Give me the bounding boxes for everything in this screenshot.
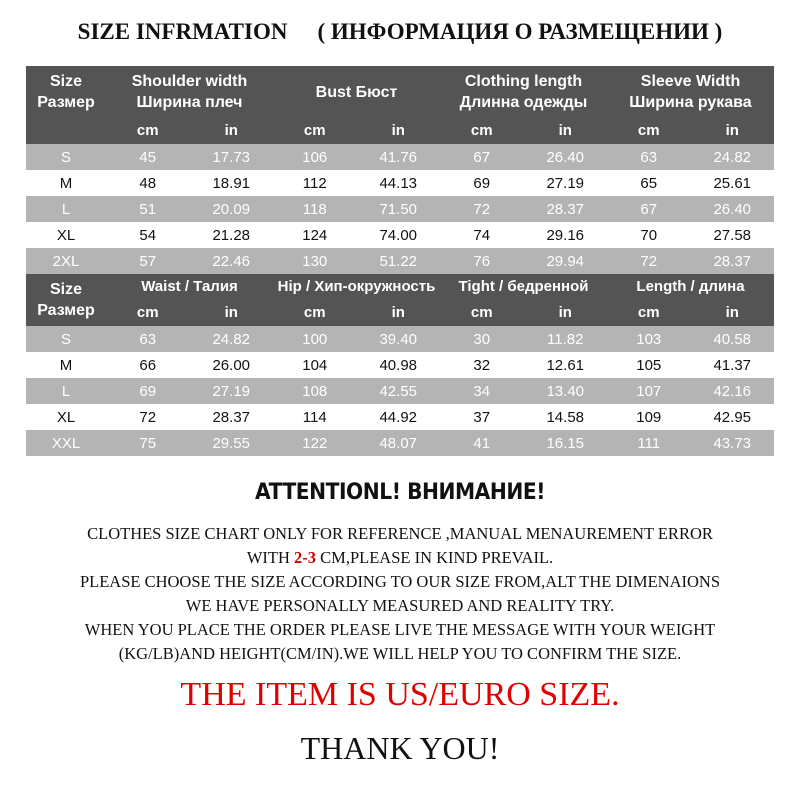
unit-label: cm xyxy=(470,122,493,139)
unit-label: cm xyxy=(470,304,493,321)
unit-label: cm xyxy=(303,304,326,321)
table-row xyxy=(26,144,774,170)
measurement-cell: 17.73 xyxy=(212,148,251,166)
measurement-cell: 108 xyxy=(302,382,328,400)
table-row xyxy=(26,222,774,248)
table1-header xyxy=(26,66,774,118)
table2-header xyxy=(26,274,774,326)
measurement-cell: 109 xyxy=(636,408,662,426)
measurement-cell: 112 xyxy=(302,174,327,192)
group-header-waist: Waist / Талия cm in xyxy=(106,274,273,326)
measurement-cell: 26.00 xyxy=(212,356,251,374)
measurement-cell: 70 xyxy=(640,226,658,244)
table-row xyxy=(26,326,774,352)
unit-label: in xyxy=(725,122,739,139)
measurement-cell: 43.73 xyxy=(713,434,752,452)
measurement-cell: 107 xyxy=(636,382,662,400)
group-header-hip: Hip / Хип-окружность cm in xyxy=(273,274,440,326)
unit-label: in xyxy=(558,304,572,321)
measurement-cell: 118 xyxy=(302,200,327,218)
measurement-cell: 29.55 xyxy=(212,434,251,452)
title-english: SIZE INFRMATION xyxy=(77,19,288,44)
measurement-cell: 51.22 xyxy=(379,252,418,270)
measurement-cell: 12.61 xyxy=(546,356,585,374)
measurement-cell: 72 xyxy=(640,252,658,270)
size-cell: M xyxy=(59,174,73,192)
measurement-cell: 42.16 xyxy=(713,382,752,400)
measurement-cell: 26.40 xyxy=(546,148,585,166)
measurement-cell: 105 xyxy=(636,356,662,374)
measurement-cell: 13.40 xyxy=(546,382,585,400)
measurement-cell: 63 xyxy=(139,330,157,348)
group-header-tight: Tight / бедренной cm in xyxy=(440,274,607,326)
measurement-cell: 100 xyxy=(302,330,328,348)
measurement-cell: 103 xyxy=(636,330,662,348)
measurement-cell: 69 xyxy=(139,382,157,400)
unit-label: cm xyxy=(303,122,326,139)
table-row xyxy=(26,430,774,456)
measurement-cell: 40.58 xyxy=(713,330,752,348)
measurement-cell: 28.37 xyxy=(546,200,585,218)
measurement-cell: 32 xyxy=(473,356,491,374)
measurement-cell: 71.50 xyxy=(379,200,418,218)
measurement-cell: 37 xyxy=(473,408,491,426)
measurement-cell: 67 xyxy=(640,200,658,218)
table-row xyxy=(26,378,774,404)
measurement-cell: 72 xyxy=(139,408,157,426)
title-russian: ( ИНФОРМАЦИЯ О РАЗМЕЩЕНИИ ) xyxy=(317,19,723,44)
size-cell: M xyxy=(59,356,73,374)
note-line: WHEN YOU PLACE THE ORDER PLEASE LIVE THE MESSAGE WITH YOUR WEIGHT xyxy=(84,620,716,639)
measurement-cell: 111 xyxy=(637,434,661,452)
group-header-sleeve: Sleeve Width Ширина рукава xyxy=(629,73,752,111)
measurement-cell: 16.15 xyxy=(546,434,585,452)
size-cell: S xyxy=(60,330,71,348)
measurement-cell: 41.76 xyxy=(379,148,418,166)
measurement-cell: 44.13 xyxy=(379,174,418,192)
measurement-cell: 48.07 xyxy=(379,434,418,452)
measurement-cell: 28.37 xyxy=(713,252,752,270)
measurement-cell: 67 xyxy=(473,148,491,166)
table1-units-row xyxy=(26,118,774,144)
measurement-cell: 40.98 xyxy=(379,356,418,374)
measurement-cell: 24.82 xyxy=(713,148,752,166)
table-row xyxy=(26,170,774,196)
measurement-cell: 72 xyxy=(473,200,491,218)
table-row xyxy=(26,352,774,378)
unit-label: in xyxy=(224,304,238,321)
size-column-header: Size Размер xyxy=(37,281,95,319)
size-cell: XXL xyxy=(51,434,81,452)
measurement-cell: 122 xyxy=(302,434,328,452)
size-column-header: Size Размер xyxy=(37,73,95,111)
measurement-cell: 21.28 xyxy=(212,226,251,244)
measurement-cell: 48 xyxy=(139,174,157,192)
measurement-cell: 42.95 xyxy=(713,408,752,426)
measurement-cell: 69 xyxy=(473,174,491,192)
measurement-cell: 65 xyxy=(640,174,658,192)
note-line: WITH 2-3 CM,PLEASE IN KIND PREVAIL. xyxy=(246,548,554,567)
page-title xyxy=(0,14,800,50)
measurement-cell: 42.55 xyxy=(379,382,418,400)
table-row xyxy=(26,248,774,274)
error-range: 2-3 xyxy=(294,548,317,567)
measurement-cell: 24.82 xyxy=(212,330,251,348)
size-cell: XL xyxy=(56,226,76,244)
measurement-cell: 25.61 xyxy=(713,174,752,192)
measurement-cell: 130 xyxy=(302,252,328,270)
measurement-cell: 29.94 xyxy=(546,252,585,270)
measurement-cell: 14.58 xyxy=(546,408,585,426)
measurement-cell: 63 xyxy=(640,148,658,166)
measurement-cell: 27.19 xyxy=(546,174,585,192)
attention-heading: ATTENTIONL! ВНИМАНИЕ! xyxy=(254,480,545,505)
thank-you: THANK YOU! xyxy=(300,730,500,766)
measurement-cell: 22.46 xyxy=(212,252,251,270)
measurement-cell: 44.92 xyxy=(379,408,418,426)
group-header-shoulder: Shoulder width Ширина плеч xyxy=(131,73,248,111)
size-notes xyxy=(0,522,800,666)
measurement-cell: 27.19 xyxy=(212,382,251,400)
note-line: PLEASE CHOOSE THE SIZE ACCORDING TO OUR SIZE FROM,ALT THE DIMENAIONS xyxy=(79,572,721,591)
measurement-cell: 29.16 xyxy=(546,226,585,244)
measurement-cell: 124 xyxy=(302,226,328,244)
measurement-cell: 34 xyxy=(473,382,491,400)
group-header-length: Length / длина cm in xyxy=(607,274,774,326)
measurement-cell: 39.40 xyxy=(379,330,418,348)
measurement-cell: 106 xyxy=(302,148,328,166)
measurement-cell: 66 xyxy=(139,356,157,374)
euro-size-notice: THE ITEM IS US/EURO SIZE. xyxy=(180,676,620,713)
measurement-cell: 76 xyxy=(473,252,491,270)
group-header-clothing-length: Clothing length Длинна одежды xyxy=(459,73,588,111)
measurement-cell: 30 xyxy=(473,330,491,348)
unit-label: cm xyxy=(637,304,660,321)
measurement-cell: 28.37 xyxy=(212,408,251,426)
unit-label: in xyxy=(391,122,405,139)
measurement-cell: 41 xyxy=(473,434,491,452)
measurement-cell: 27.58 xyxy=(713,226,752,244)
measurement-cell: 75 xyxy=(139,434,157,452)
measurement-cell: 26.40 xyxy=(713,200,752,218)
size-cell: 2XL xyxy=(52,252,80,270)
table-row xyxy=(26,404,774,430)
note-line: (KG/LB)AND HEIGHT(CM/IN).WE WILL HELP YOU TO CONFIRM THE SIZE. xyxy=(118,644,682,663)
note-line: WE HAVE PERSONALLY MEASURED AND REALITY TRY. xyxy=(185,596,615,615)
measurement-cell: 57 xyxy=(139,252,157,270)
unit-label: cm xyxy=(136,122,159,139)
unit-label: cm xyxy=(637,122,660,139)
group-header-bust: Bust Бюст xyxy=(315,83,398,101)
measurement-cell: 104 xyxy=(302,356,328,374)
measurement-cell: 54 xyxy=(139,226,157,244)
table-row xyxy=(26,196,774,222)
unit-label: in xyxy=(725,304,739,321)
unit-label: cm xyxy=(136,304,159,321)
size-cell: L xyxy=(61,382,71,400)
measurement-cell: 74 xyxy=(473,226,491,244)
unit-label: in xyxy=(224,122,238,139)
unit-label: in xyxy=(391,304,405,321)
size-table-lower xyxy=(26,274,774,456)
measurement-cell: 114 xyxy=(302,408,327,426)
unit-label: in xyxy=(558,122,572,139)
size-table-upper xyxy=(26,66,774,274)
measurement-cell: 11.82 xyxy=(547,330,584,348)
note-line: CLOTHES SIZE CHART ONLY FOR REFERENCE ,MANUAL MENAUREMENT ERROR xyxy=(87,524,713,543)
measurement-cell: 51 xyxy=(139,200,157,218)
measurement-cell: 41.37 xyxy=(713,356,752,374)
size-cell: XL xyxy=(56,408,76,426)
size-cell: S xyxy=(60,148,71,166)
measurement-cell: 18.91 xyxy=(212,174,251,192)
size-cell: L xyxy=(61,200,71,218)
measurement-cell: 45 xyxy=(139,148,157,166)
measurement-cell: 20.09 xyxy=(212,200,251,218)
measurement-cell: 74.00 xyxy=(379,226,418,244)
